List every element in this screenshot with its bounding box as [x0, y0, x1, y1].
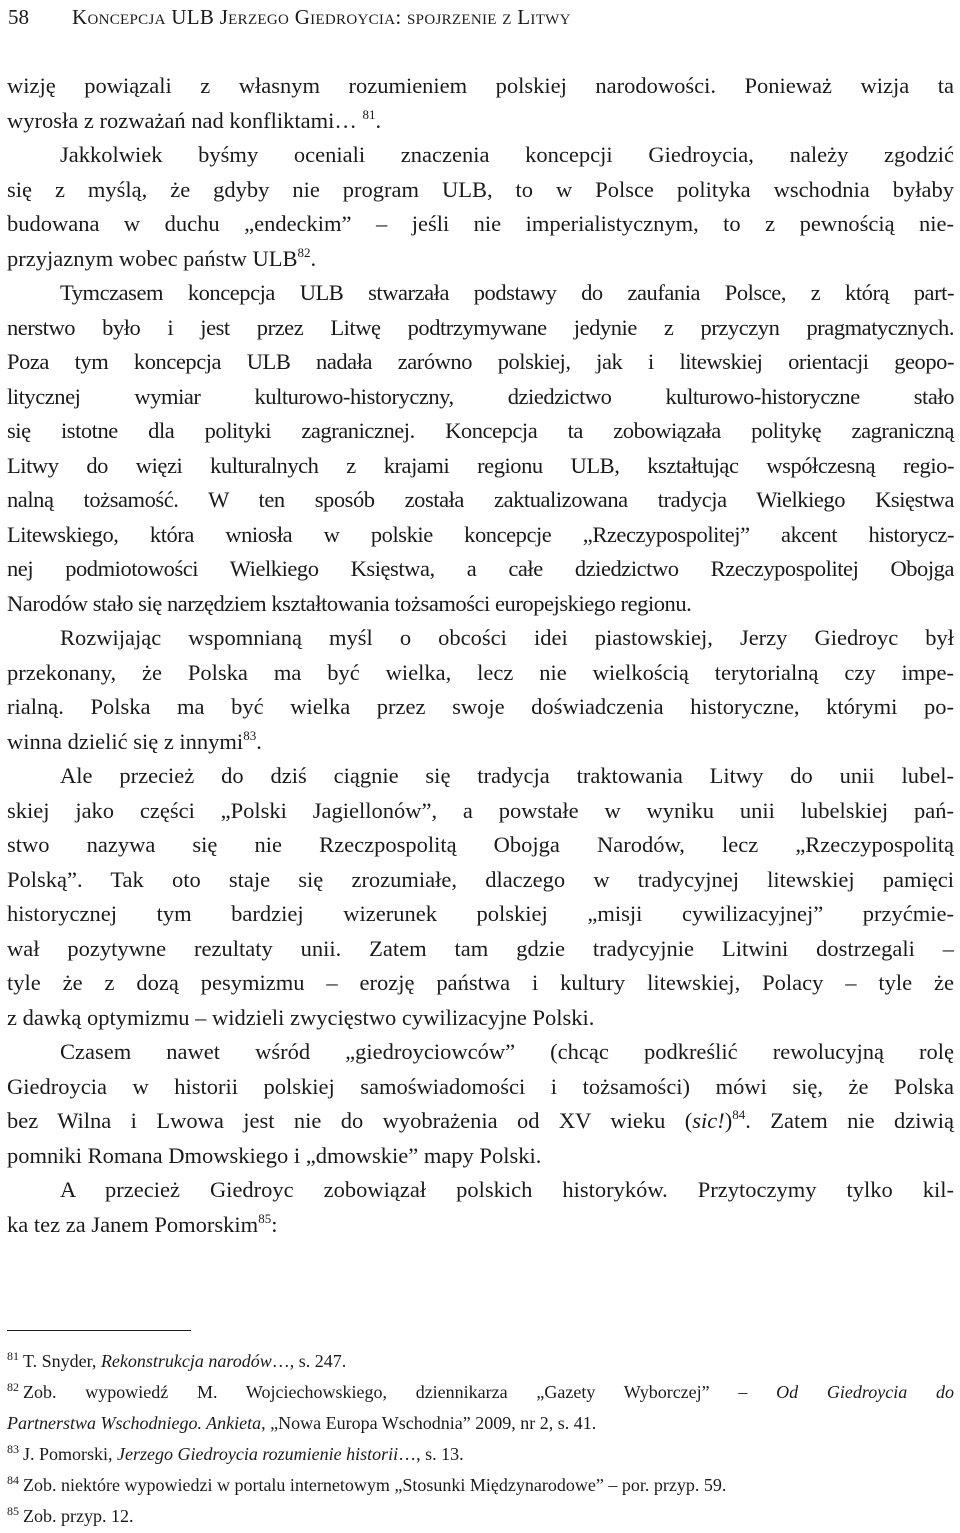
- footnote-title: Od Giedroycia do: [776, 1382, 954, 1402]
- footnote: [7, 1377, 954, 1408]
- footnote-continuation: [7, 1408, 954, 1439]
- footnote-ref: 81: [362, 106, 376, 122]
- text-line: pomniki Romana Dmowskiego i „dmowskie” mapy Polski.: [7, 1142, 542, 1168]
- footnote-ref: 83: [243, 727, 257, 743]
- text-fragment: .: [375, 107, 382, 133]
- text-line: [7, 1208, 954, 1243]
- text-fragment: ka tez za Janem Pomorskim: [7, 1211, 259, 1237]
- text-line: Litewskiego, która wniosła w polskie koncepcje „Rzeczypospolitej” akcent historycz-: [7, 521, 954, 547]
- text-fragment: .: [256, 728, 262, 754]
- text-fragment: winna dzielić się z innymi: [7, 728, 244, 754]
- text-line: litycznej wymiar kulturowo-historyczny, dziedzictwo kulturowo-historyczne stało: [7, 383, 954, 409]
- paragraph: [7, 1173, 954, 1242]
- text-line: się z myślą, że gdyby nie program ULB, to w Polsce polityka wschodnia byłaby: [7, 176, 954, 202]
- text-line: Narodów stało się narzędziem kształtowania tożsamości europejskiego regionu.: [7, 590, 692, 616]
- footnote-text: …, s. 247.: [271, 1351, 347, 1371]
- footnote-number: 85: [7, 1504, 19, 1518]
- running-title: Koncepcja ULB Jerzego Giedroycia: spojrzenie z Litwy: [72, 5, 571, 29]
- footnote-text: , „Nowa Europa Wschodnia” 2009, nr 2, s. 41.: [261, 1413, 597, 1433]
- text-fragment: przyjaznym wobec państw ULB: [7, 245, 298, 271]
- paragraph: [7, 621, 954, 759]
- footnote-text: Zob. wypowiedź M. Wojciechowskiego, dziennikarza „Gazety Wyborczej” –: [23, 1382, 777, 1402]
- text-line: stwo nazywa się nie Rzeczpospolitą Obojga Narodów, lecz „Rzeczypospolitą: [7, 832, 954, 857]
- footnote: [7, 1346, 954, 1377]
- footnote-text: …, s. 13.: [398, 1444, 464, 1464]
- text-line: [7, 104, 954, 139]
- paragraph: [7, 276, 954, 621]
- text-line: nej podmiotowości Wielkiego Księstwa, a całe dziedzictwo Rzeczypospolitej Obojga: [7, 556, 954, 581]
- text-line: Polską”. Tak oto staje się zrozumiałe, dlaczego w tradycyjnej litewskiej pamięci: [7, 866, 954, 892]
- text-fragment: bez Wilna i Lwowa jest nie do wyobrażenia od XV wieku (: [7, 1108, 693, 1133]
- text-line: [7, 1104, 954, 1139]
- paragraph: [7, 138, 954, 276]
- footnote-number: 81: [7, 1349, 19, 1363]
- text-line: historycznej tym bardziej wizerunek polskiej „misji cywilizacyjnej” przyćmie-: [7, 901, 954, 926]
- footnote-title: Rekonstrukcja narodów: [100, 1351, 272, 1371]
- text-line: Tymczasem koncepcja ULB stwarzała podstawy do zaufania Polsce, z którą part-: [60, 280, 954, 305]
- text-line: [7, 725, 954, 760]
- footnote: [7, 1439, 954, 1470]
- footnote-number: 83: [7, 1442, 19, 1456]
- text-line: tyle że z dozą pesymizmu – erozję państwa i kultury litewskiej, Polacy – tyle że: [7, 970, 954, 995]
- text-line: Ale przecież do dziś ciągnie się tradycja traktowania Litwy do unii lubel-: [60, 763, 954, 788]
- text-fragment: . Zatem nie dziwią: [745, 1108, 954, 1133]
- footnote-number: 82: [7, 1380, 19, 1394]
- footnote-ref: 82: [297, 244, 311, 260]
- text-fragment: ): [724, 1108, 733, 1133]
- text-line: nerstwo było i jest przez Litwę podtrzymywane jedynie z przyczyn pragmatycznych.: [7, 314, 954, 340]
- text-line: nalną tożsamość. W ten sposób została zaktualizowana tradycja Wielkiego Księstwa: [7, 487, 954, 512]
- footnotes: [7, 1346, 954, 1532]
- text-fragment: .: [310, 245, 317, 271]
- text-line: skiej jako części „Polski Jagiellonów”, a powstałe w wyniku unii lubelskiej pań-: [7, 797, 954, 823]
- footnote-title: Partnerstwa Wschodniego. Ankieta: [7, 1413, 262, 1433]
- text-line: Litwy do więzi kulturalnych z krajami regionu ULB, kształtując współczesną regio-: [7, 452, 954, 478]
- text-line: Poza tym koncepcja ULB nadała zarówno polskiej, jak i litewskiej orientacji geopo-: [7, 349, 954, 374]
- text-line: wizję powiązali z własnym rozumieniem polskiej narodowości. Ponieważ wizja ta: [7, 73, 954, 98]
- text-line: A przecież Giedroyc zobowiązał polskich historyków. Przytoczymy tylko kil-: [60, 1177, 954, 1202]
- text-line: rialną. Polska ma być wielka przez swoje doświadczenia historyczne, którymi po-: [7, 694, 954, 719]
- running-header: [8, 2, 948, 36]
- footnote-ref: 84: [732, 1107, 746, 1122]
- text-line: się istotne dla polityki zagranicznej. Koncepcja ta zobowiązała politykę zagraniczną: [7, 418, 954, 443]
- sic-marker: sic!: [692, 1108, 725, 1133]
- main-text: [7, 69, 954, 1242]
- page-number: 58: [8, 5, 29, 29]
- footnote-separator: [7, 1330, 191, 1331]
- text-line: Czasem nawet wśród „giedroyciowców” (chcąc podkreślić rewolucyjną rolę: [60, 1039, 954, 1064]
- text-line: budowana w duchu „endeckim” – jeśli nie imperialistycznym, to z pewnością nie-: [7, 211, 954, 236]
- text-fragment: wyrosła z rozważań nad konfliktami…: [7, 107, 363, 133]
- text-line: z dawką optymizmu – widzieli zwycięstwo cywilizacyjne Polski.: [7, 1004, 595, 1030]
- paragraph: [7, 69, 954, 138]
- footnote-text: Zob. niektóre wypowiedzi w portalu internetowym „Stosunki Międzynarodowe” – por. przyp. 59.: [23, 1475, 727, 1495]
- text-fragment: :: [271, 1211, 278, 1237]
- paragraph: [7, 1035, 954, 1173]
- footnote-ref: 85: [258, 1210, 272, 1226]
- footnote-number: 84: [7, 1473, 19, 1487]
- text-line: [7, 242, 954, 277]
- text-line: Giedroycia w historii polskiej samoświadomości i tożsamości) mówi się, że Polska: [7, 1073, 954, 1099]
- footnote-text: Zob. przyp. 12.: [23, 1506, 134, 1526]
- footnote-text: T. Snyder,: [23, 1351, 101, 1371]
- text-line: wał pozytywne rezultaty unii. Zatem tam gdzie tradycyjnie Litwini dostrzegali –: [7, 935, 954, 961]
- paragraph: [7, 759, 954, 1035]
- footnote: [7, 1470, 954, 1501]
- text-line: Rozwijając wspomnianą myśl o obcości idei piastowskiej, Jerzy Giedroyc był: [60, 625, 954, 650]
- footnote-text: J. Pomorski,: [23, 1444, 118, 1464]
- footnote-title: Jerzego Giedroycia rozumienie historii: [117, 1444, 399, 1464]
- text-line: Jakkolwiek byśmy oceniali znaczenia koncepcji Giedroycia, należy zgodzić: [60, 142, 954, 167]
- footnote: [7, 1501, 954, 1532]
- text-line: przekonany, że Polska ma być wielka, lecz nie wielkością terytorialną czy impe-: [7, 659, 954, 685]
